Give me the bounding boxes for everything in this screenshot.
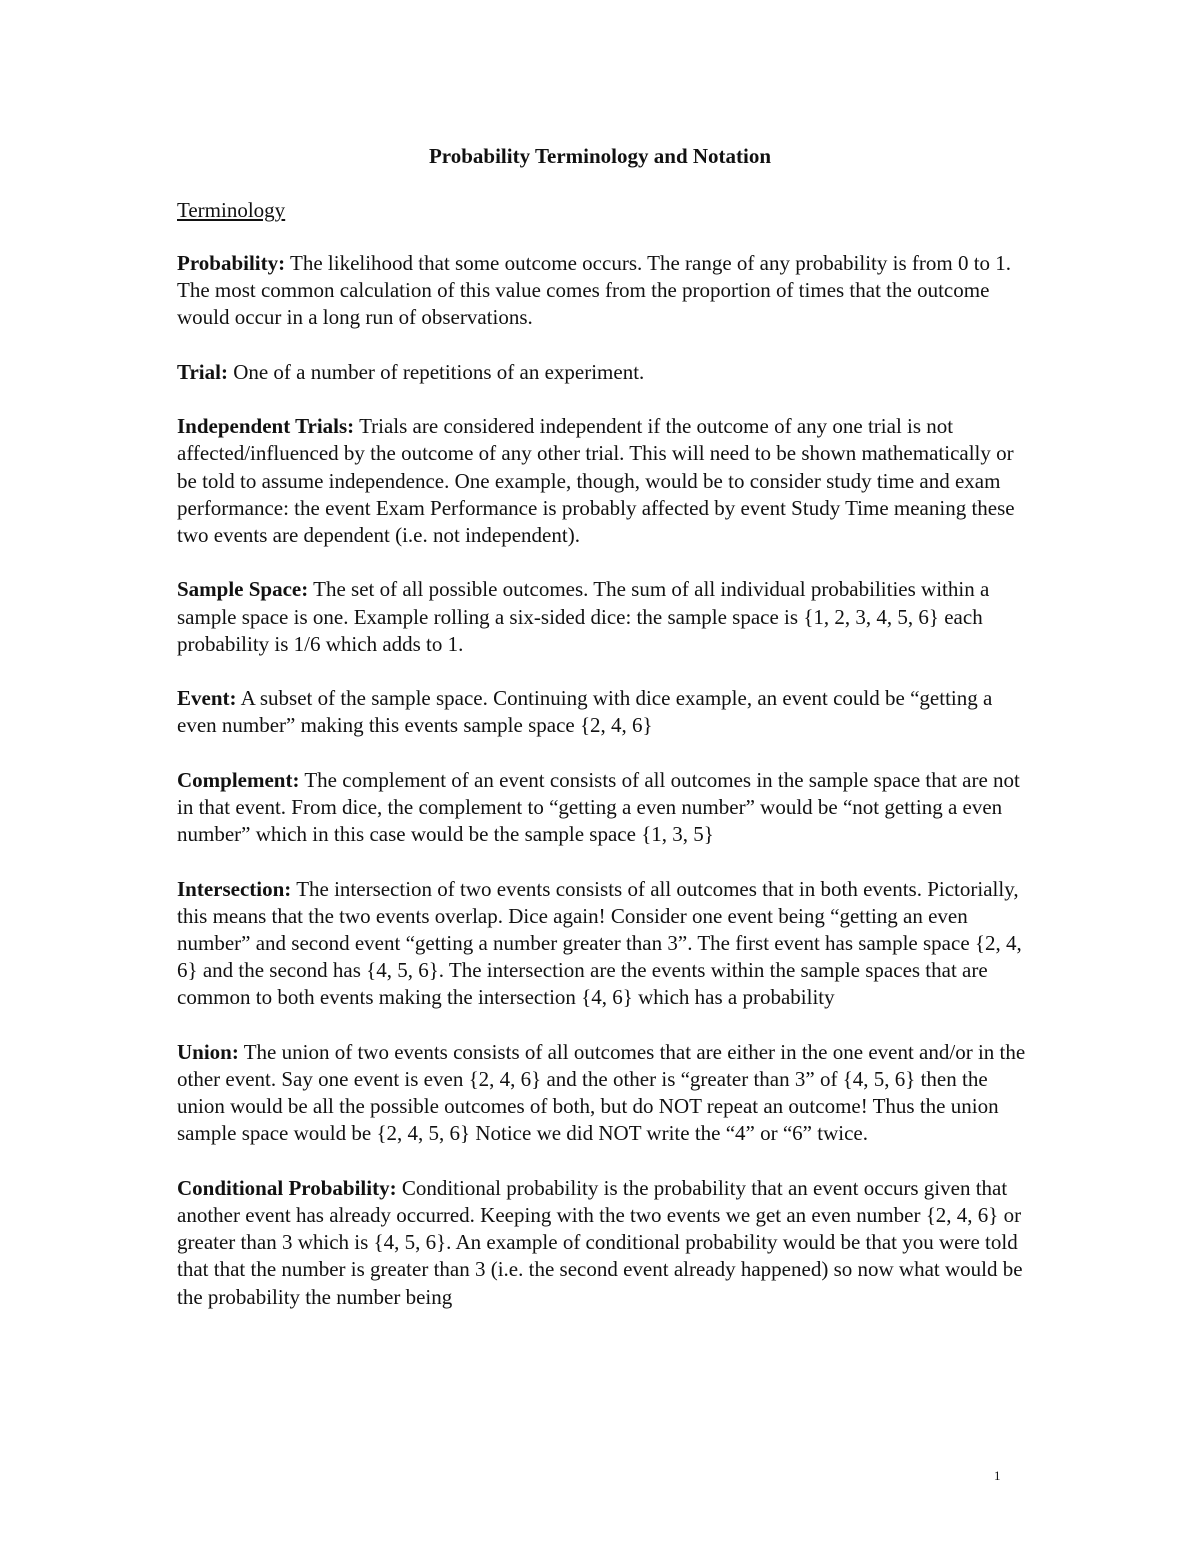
page-title: Probability Terminology and Notation (428, 144, 772, 168)
term-probability (177, 250, 1037, 332)
term-definition: The complement of an event consists of all outcomes in the sample space that are not in that event. From dice, the complement to “getting a even number” would be “not getting a even number” which in this case would be the sample space {1, 3, 5} (177, 767, 1020, 847)
term-definition: A subset of the sample space. Continuing with dice example, an event could be “getting a even number” making this events sample space {2, 4, 6} (177, 686, 993, 738)
term-event (177, 685, 1037, 739)
term-definition: The intersection of two events consists of all outcomes that in both events. Pictorially, this means that the two events overlap. Dice again! Consider one event being “getting an even number” and second event “getting a number greater than 3”. The first event has sample space {2, 4, 6} and the second has {4, 5, 6}. The intersection are the events within the sample spaces that are common to both events making the intersection {4, 6} which has a probability (177, 876, 1022, 1010)
term-trial (177, 359, 1037, 386)
term-label: Event: (177, 686, 237, 711)
term-label: Intersection: (177, 876, 292, 901)
term-label: Trial: (177, 359, 228, 384)
section-heading-terminology: Terminology (177, 198, 286, 222)
terminology-body (177, 250, 1037, 1338)
term-label: Probability: (177, 251, 286, 275)
term-complement (177, 767, 1037, 849)
term-definition: The union of two events consists of all outcomes that are either in the one event and/or in the other event. Say one event is even {2, 4, 6} and the other is “greater than 3” of {4, 5, 6} then the union would be all the possible outcomes of both, but do NOT repeat an outcome! Thus the union sample space would be {2, 4, 5, 6} Notice we did NOT write the “4” or “6” twice. (177, 1039, 1026, 1146)
term-definition: Trials are considered independent if the outcome of any one trial is not affected/influenced by the outcome of any other trial. This will need to be shown mathematically or be told to assume independence. One example, though, would be to consider study time and exam performance: the event Exam Performance is probably affected by event Study Time meaning these two events are dependent (i.e. not independent). (177, 414, 1015, 547)
term-independent-trials (177, 413, 1037, 549)
term-conditional-probability (177, 1175, 1037, 1311)
term-sample-space (177, 576, 1037, 658)
term-intersection (177, 876, 1037, 1012)
term-label: Conditional Probability: (177, 1175, 397, 1200)
term-definition: The likelihood that some outcome occurs. The range of any probability is from 0 to 1. The most common calculation of this value comes from the proportion of times that the outcome would occur in a long run of observations. (177, 251, 1012, 330)
term-union (177, 1039, 1037, 1148)
term-label: Independent Trials: (177, 414, 355, 439)
term-label: Sample Space: (177, 577, 309, 602)
page-number: 1 (994, 1468, 1001, 1483)
term-definition: One of a number of repetitions of an experiment. (233, 359, 645, 384)
term-definition: The set of all possible outcomes. The sum of all individual probabilities within a sample space is one. Example rolling a six-sided dice: the sample space is {1, 2, 3, 4, 5, 6} each probability is 1/6 which adds to 1. (177, 577, 990, 656)
term-label: Union: (177, 1039, 239, 1064)
term-definition: Conditional probability is the probability that an event occurs given that another event has already occurred. Keeping with the two events we get an even number {2, 4, 6} or greater than 3 which is {4, 5, 6}. An example of conditional probability would be that you were told that that the number is greater than 3 (i.e. the second event already happened) so now what would be the probability the number being (177, 1175, 1023, 1309)
term-label: Complement: (177, 767, 300, 792)
